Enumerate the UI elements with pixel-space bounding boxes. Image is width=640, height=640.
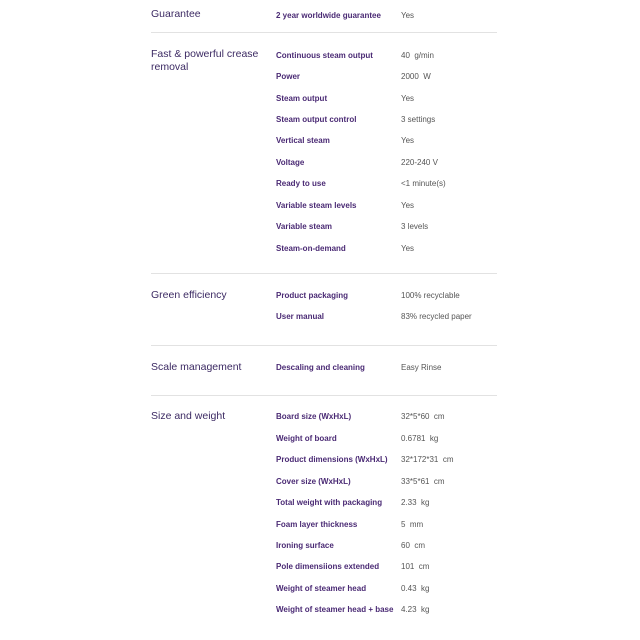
spec-label: Foam layer thickness	[276, 519, 358, 529]
spec-row	[276, 556, 497, 577]
spec-label: User manual	[276, 312, 325, 322]
spec-row	[276, 449, 497, 470]
spec-row	[276, 44, 497, 65]
section-title: Scale management	[151, 360, 242, 373]
spec-value: 32*172*31 cm	[401, 455, 454, 465]
spec-label: Cover size (WxHxL)	[276, 476, 351, 486]
spec-value: 101 cm	[401, 562, 430, 572]
spec-value: 220-240 V	[401, 157, 438, 167]
spec-label: Steam output	[276, 93, 328, 103]
spec-row	[276, 513, 497, 534]
section-title: Fast & powerful crease removal	[151, 48, 259, 73]
spec-value: Yes	[401, 200, 415, 210]
spec-label: Vertical steam	[276, 136, 330, 146]
spec-label: Ready to use	[276, 179, 326, 189]
spec-label: Voltage	[276, 157, 305, 167]
spec-row	[276, 306, 497, 327]
spec-label: Product dimensions (WxHxL)	[276, 455, 388, 465]
spec-row	[276, 357, 497, 378]
spec-label: Steam-on-demand	[276, 243, 346, 253]
section-title: Size and weight	[151, 410, 226, 423]
spec-label: Continuous steam output	[276, 50, 373, 60]
spec-row	[276, 237, 497, 258]
spec-value: Yes	[401, 11, 415, 21]
spec-label: Weight of board	[276, 433, 337, 443]
spec-value: Easy Rinse	[401, 362, 442, 372]
spec-value: 60 cm	[401, 540, 426, 550]
spec-value: 2.33 kg	[401, 498, 430, 508]
spec-value: 2000 W	[401, 72, 431, 82]
spec-row	[276, 152, 497, 173]
spec-label: Steam output control	[276, 114, 357, 124]
spec-value: 0.6781 kg	[401, 433, 439, 443]
spec-value: 3 settings	[401, 114, 436, 124]
spec-label: Variable steam	[276, 222, 333, 232]
spec-row	[276, 470, 497, 491]
section-guarantee	[151, 0, 497, 32]
spec-row	[276, 5, 497, 26]
spec-value: 40 g/min	[401, 50, 434, 60]
spec-label: Power	[276, 72, 301, 82]
spec-label: Product packaging	[276, 291, 349, 301]
section-green-efficiency	[151, 274, 497, 345]
spec-value: 5 mm	[401, 519, 424, 529]
spec-label: 2 year worldwide guarantee	[276, 11, 381, 21]
spec-row	[276, 66, 497, 87]
section-scale-management	[151, 346, 497, 395]
spec-value: 83% recycled paper	[401, 312, 472, 322]
spec-value: Yes	[401, 243, 415, 253]
spec-value: 32*5*60 cm	[401, 412, 445, 422]
section-title: Green efficiency	[151, 288, 227, 301]
spec-row	[276, 87, 497, 108]
spec-label: Ironing surface	[276, 540, 334, 550]
spec-row	[276, 285, 497, 306]
section-size-weight	[151, 396, 497, 620]
section-title: Guarantee	[151, 8, 201, 20]
spec-row	[276, 535, 497, 556]
spec-value: 3 levels	[401, 222, 429, 232]
spec-label: Weight of steamer head + base	[276, 605, 394, 615]
spec-row	[276, 173, 497, 194]
specifications-table	[151, 0, 497, 621]
spec-row	[276, 195, 497, 216]
spec-value: 100% recyclable	[401, 291, 460, 301]
spec-label: Descaling and cleaning	[276, 362, 365, 372]
spec-value: Yes	[401, 136, 415, 146]
spec-value: 4.23 kg	[401, 605, 430, 615]
spec-label: Variable steam levels	[276, 200, 357, 210]
spec-value: Yes	[401, 93, 415, 103]
spec-row	[276, 216, 497, 237]
section-crease-removal	[151, 33, 497, 272]
spec-value: 0.43 kg	[401, 583, 430, 593]
spec-row	[276, 406, 497, 427]
spec-label: Weight of steamer head	[276, 583, 367, 593]
spec-label: Total weight with packaging	[276, 498, 383, 508]
spec-row	[276, 492, 497, 513]
spec-value: <1 minute(s)	[401, 179, 446, 189]
spec-row	[276, 578, 497, 599]
spec-row	[276, 130, 497, 151]
spec-row	[276, 428, 497, 449]
spec-label: Board size (WxHxL)	[276, 412, 352, 422]
spec-row	[276, 599, 497, 620]
spec-row	[276, 109, 497, 130]
spec-label: Pole dimensiions extended	[276, 562, 380, 572]
spec-value: 33*5*61 cm	[401, 476, 445, 486]
